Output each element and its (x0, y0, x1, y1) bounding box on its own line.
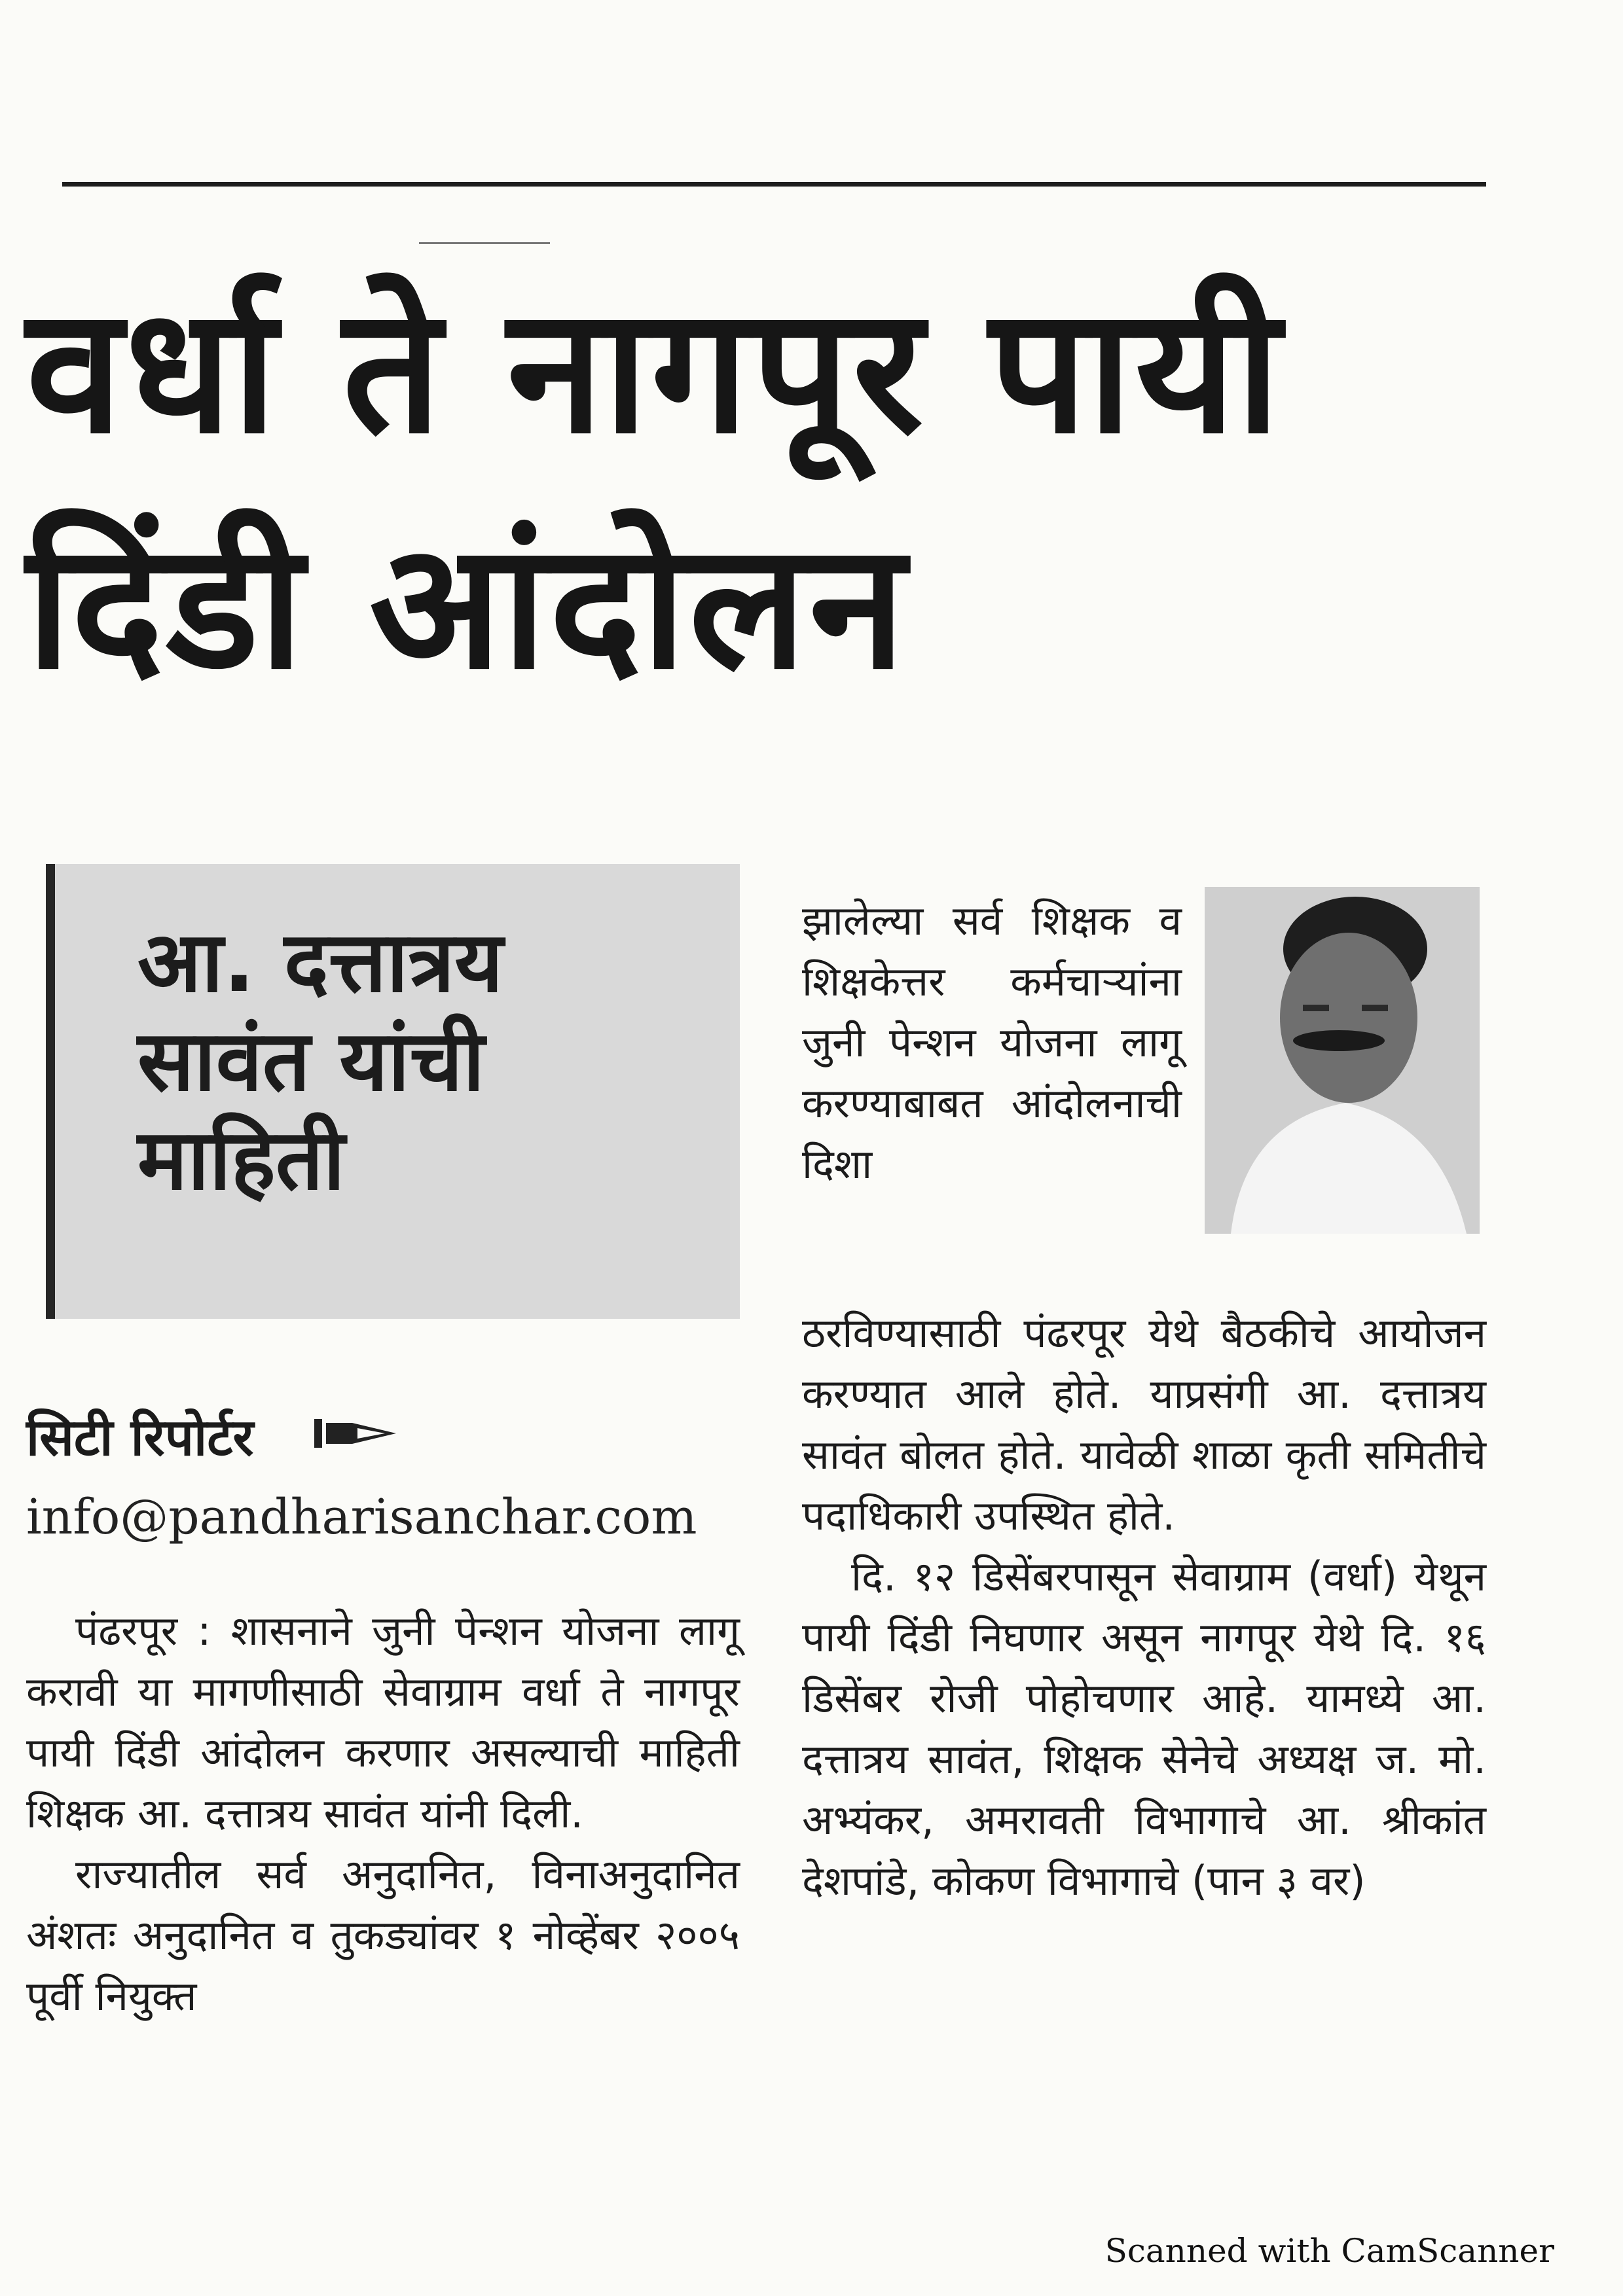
headline-line-1: वर्धा ते नागपूर पायी (26, 270, 1284, 472)
portrait-photo (1205, 887, 1480, 1234)
top-rule (62, 182, 1486, 187)
callout-bar (46, 864, 55, 1319)
article-right-column (802, 1302, 1486, 1911)
callout-line-2: सावंत यांची (137, 1013, 485, 1111)
article-paragraph: राज्यातील सर्व अनुदानित, विनाअनुदानित अंशतः अनुदानित व तुकड्यांवर १ नोव्हेंबर २००५ पूर्वी नियुक्त (26, 1850, 740, 2020)
article-paragraph: ठरविण्यासाठी पंढरपूर येथे बैठकीचे आयोजन करण्यात आले होते. याप्रसंगी आ. दत्तात्रय सावंत बोलत होते. यावेळी शाळा कृती समितीचे पदाधिकारी उपस्थित होते. (802, 1309, 1486, 1539)
headline-line-2: दिंडी आंदोलन (26, 506, 908, 708)
scanner-watermark: Scanned with CamScanner (1104, 2232, 1554, 2270)
callout-line-3: माहिती (137, 1111, 345, 1210)
article-paragraph: पंढरपूर : शासनाने जुनी पेन्शन योजना लागू करावी या मागणीसाठी सेवाग्राम वर्धा ते नागपूर पायी दिंडी आंदोलन करणार असल्याची माहिती शिक्षक आ. दत्तात्रय सावंत यांनी दिली. (26, 1607, 740, 1837)
article-left-column (26, 1600, 740, 2026)
callout-line-1: आ. दत्तात्रय (137, 914, 503, 1011)
callout-text (137, 913, 740, 1210)
reporter-byline: सिटी रिपोर्टर (26, 1408, 254, 1467)
small-dash (419, 242, 550, 244)
reporter-email: info@pandharisanchar.com (26, 1489, 697, 1545)
article-right-top: झालेल्या सर्व शिक्षक व शिक्षकेत्तर कर्मचाऱ्यांना जुनी पेन्शन योजना लागू करण्याबाबत आंदोलनाची दिशा (802, 897, 1182, 1188)
article-paragraph: दि. १२ डिसेंबरपासून सेवाग्राम (वर्धा) येथून पायी दिंडी निघणार असून नागपूर येथे दि. १६ डिसेंबर रोजी पोहोचणार आहे. यामध्ये आ. दत्तात्रय सावंत, शिक्षक सेनेचे अध्यक्ष ज. मो. अभ्यंकर, अमरावती विभागाचे आ. श्रीकांत देशपांडे, कोकण विभागाचे (पान ३ वर) (802, 1552, 1486, 1905)
pen-nib-icon (314, 1414, 399, 1453)
